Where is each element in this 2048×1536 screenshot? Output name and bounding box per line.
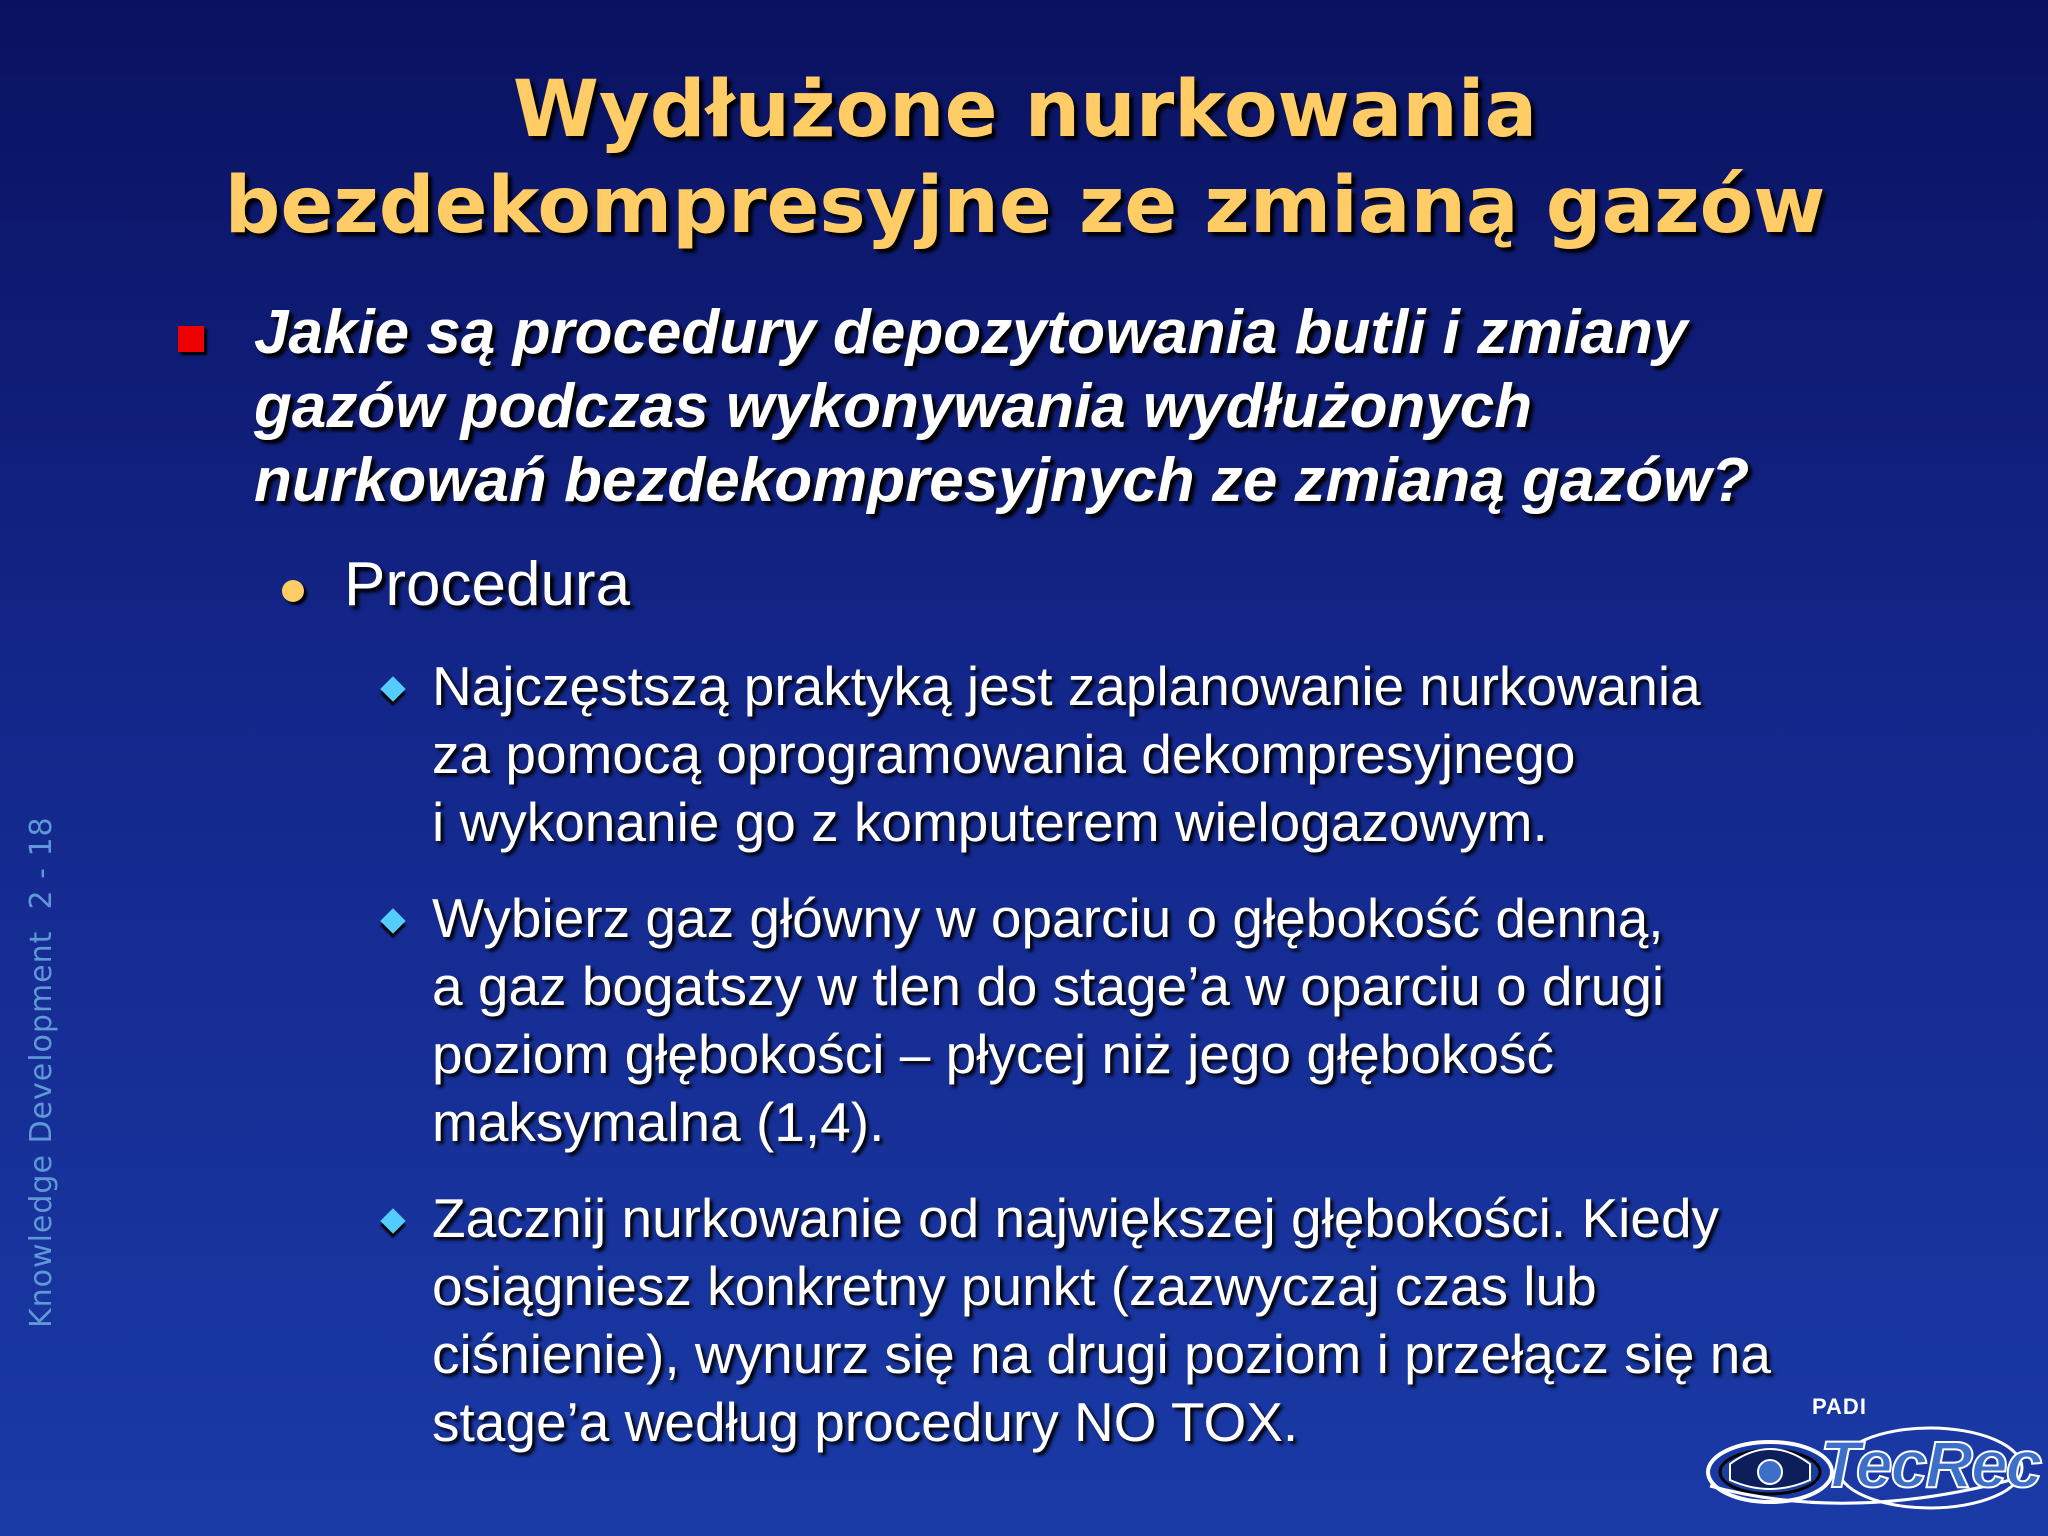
point-line: osiągniesz konkretny punkt (zazwyczaj czas lub [432,1255,1597,1317]
subheading-text: Procedura [344,550,631,619]
point-line: ciśnienie), wynurz się na drugi poziom i przełącz się na [432,1323,1771,1385]
title-line: bezdekompresyjne ze zmianą gazów [224,161,1826,251]
point-line: stage’a według procedury NO TOX. [432,1391,1299,1453]
point-text [432,884,1664,1156]
square-bullet-icon [178,326,204,352]
point-line: i wykonanie go z komputerem wielogazowym. [432,791,1548,853]
point-line: Wybierz gaz główny w oparciu o głębokość denną, [432,887,1664,949]
point-line: poziom głębokości – płycej niż jego głębokość [432,1023,1555,1085]
logo-wordmark: TecRec [1820,1427,2041,1501]
point-text [432,652,1701,856]
slide-title [100,62,1950,254]
diamond-bullet-icon [380,1208,405,1233]
diamond-bullet-icon [380,676,405,701]
round-bullet-icon [282,580,304,602]
diamond-bullet-icon [380,908,405,933]
point-line: za pomocą oprogramowania dekompresyjnego [432,723,1576,785]
question-line: gazów podczas wykonywania wydłużonych [254,372,1533,441]
point-line: Najczęstszą praktyką jest zaplanowanie nurkowania [432,655,1701,717]
question-text [254,296,1954,518]
question-line: nurkowań bezdekompresyjnych ze zmianą gazów? [254,446,1750,515]
point-line: a gaz bogatszy w tlen do stage’a w oparciu o drugi [432,955,1665,1017]
point-line: maksymalna (1,4). [432,1091,885,1153]
logo-padi-text: PADI [1812,1394,1867,1419]
title-line: Wydłużone nurkowania [512,65,1538,155]
padi-tecrec-logo [1700,1394,2041,1524]
slide-section-label: Knowledge Development 2 - 18 [24,816,59,1328]
question-line: Jakie są procedury depozytowania butli i zmiany [254,298,1688,367]
point-line: Zacznij nurkowanie od największej głębokości. Kiedy [432,1187,1720,1249]
point-text [432,1184,1771,1456]
